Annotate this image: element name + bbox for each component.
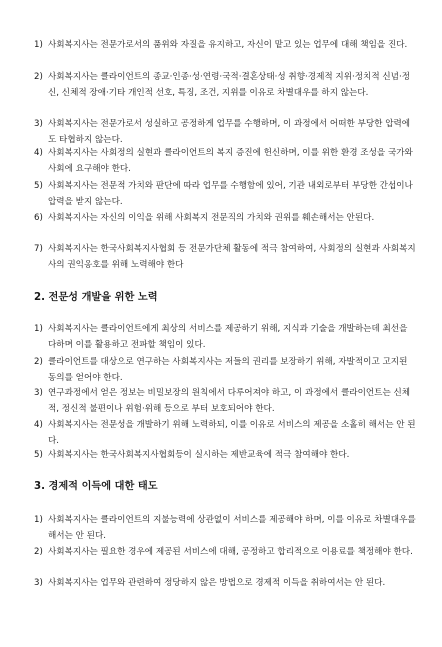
list-item <box>34 70 418 101</box>
list-item <box>34 38 418 54</box>
item-number: 5) <box>34 450 43 460</box>
item-text: 사회복지사는 전문성을 개발하기 위해 노력하되, 이를 이유로 서비스의 제공을 소홀히 해서는 안 된다. <box>48 420 416 446</box>
item-text: 사회복지사는 클라이언트의 종교·인종·성·연령·국적·결혼상태·성 취향·경제적 지위·정치적 신념·정신, 신체적 장애·기타 개인적 선호, 특징, 조건, 지위를 이유로 차별대우를 하지 않는다. <box>48 72 411 98</box>
section-heading: 2. 전문성 개발을 위한 노력 <box>34 292 158 303</box>
item-text: 사회복지사는 클라이언트의 지불능력에 상관없이 서비스를 제공해야 하며, 이를 이유로 차별대우를 해서는 안 된다. <box>48 515 416 541</box>
item-number: 2) <box>34 357 43 367</box>
list-item <box>34 146 418 177</box>
list-item <box>34 117 418 148</box>
item-number: 1) <box>34 324 43 334</box>
item-number: 3) <box>34 578 43 588</box>
item-text: 연구과정에서 얻은 정보는 비밀보장의 원칙에서 다루어져야 하고, 이 과정에서 클라이언트는 신체적, 정신적 불편이나 위험·위해 등으로 부터 보호되어야 한다. <box>48 388 411 414</box>
list-item <box>34 545 418 561</box>
list-item <box>34 513 418 544</box>
item-text: 클라이언트를 대상으로 연구하는 사회복지사는 저들의 권리를 보장하기 위해, 자발적이고 고지된 동의를 얻어야 한다. <box>48 357 408 383</box>
item-text: 사회복지사는 전문적 가치와 판단에 따라 업무를 수행함에 있어, 기관 내외로부터 부당한 간섭이나 압력을 받지 않는다. <box>48 181 413 207</box>
list-item <box>34 386 418 417</box>
list-item <box>34 179 418 210</box>
item-text: 사회복지사는 필요한 경우에 제공된 서비스에 대해, 공정하고 합리적으로 이용료를 책정해야 한다. <box>48 547 413 557</box>
list-item <box>34 418 418 449</box>
item-number: 4) <box>34 420 43 430</box>
item-number: 4) <box>34 148 43 158</box>
item-text: 사회복지사는 자신의 이익을 위해 사회복지 전문직의 가치와 권위를 훼손해서는 안된다. <box>48 213 375 223</box>
item-text: 사회복지사는 업무와 관련하여 정당하지 않은 방법으로 경제적 이득을 취하여서는 안 된다. <box>48 578 386 588</box>
item-number: 3) <box>34 119 43 129</box>
list-item <box>34 211 418 227</box>
list-item <box>34 576 418 592</box>
item-text: 사회복지사는 전문가로서 성실하고 공정하게 업무를 수행하며, 이 과정에서 어떠한 부당한 압력에도 타협하지 않는다. <box>48 119 411 145</box>
section-heading: 3. 경제적 이득에 대한 태도 <box>34 481 158 492</box>
item-number: 3) <box>34 388 43 398</box>
item-text: 사회복지사는 전문가로서의 품위와 자질을 유지하고, 자신이 맡고 있는 업무에 대해 책임을 진다. <box>48 40 408 50</box>
list-item <box>34 448 418 464</box>
item-number: 2) <box>34 547 43 557</box>
item-text: 사회복지사는 한국사회복지사협회등이 실시하는 제반교육에 적극 참여해야 한다. <box>48 450 350 460</box>
list-item <box>34 322 418 353</box>
item-number: 1) <box>34 515 43 525</box>
list-item <box>34 355 418 386</box>
item-text: 사회복지사는 사회정의 실현과 클라이언트의 복지 증진에 헌신하며, 이를 위한 환경 조성을 국가와 사회에 요구해야 한다. <box>48 148 413 174</box>
list-item <box>34 242 418 273</box>
item-number: 6) <box>34 213 43 223</box>
item-number: 7) <box>34 244 43 254</box>
item-number: 5) <box>34 181 43 191</box>
item-number: 1) <box>34 40 43 50</box>
item-text: 사회복지사는 한국사회복지사협회 등 전문가단체 활동에 적극 참여하여, 사회정의 실현과 사회복지사의 권익옹호를 위해 노력해야 한다 <box>48 244 416 270</box>
item-number: 2) <box>34 72 43 82</box>
item-text: 사회복지사는 클라이언트에게 최상의 서비스를 제공하기 위해, 지식과 기술을 개발하는데 최선을 다하며 이를 활용하고 전파할 책임이 있다. <box>48 324 408 350</box>
